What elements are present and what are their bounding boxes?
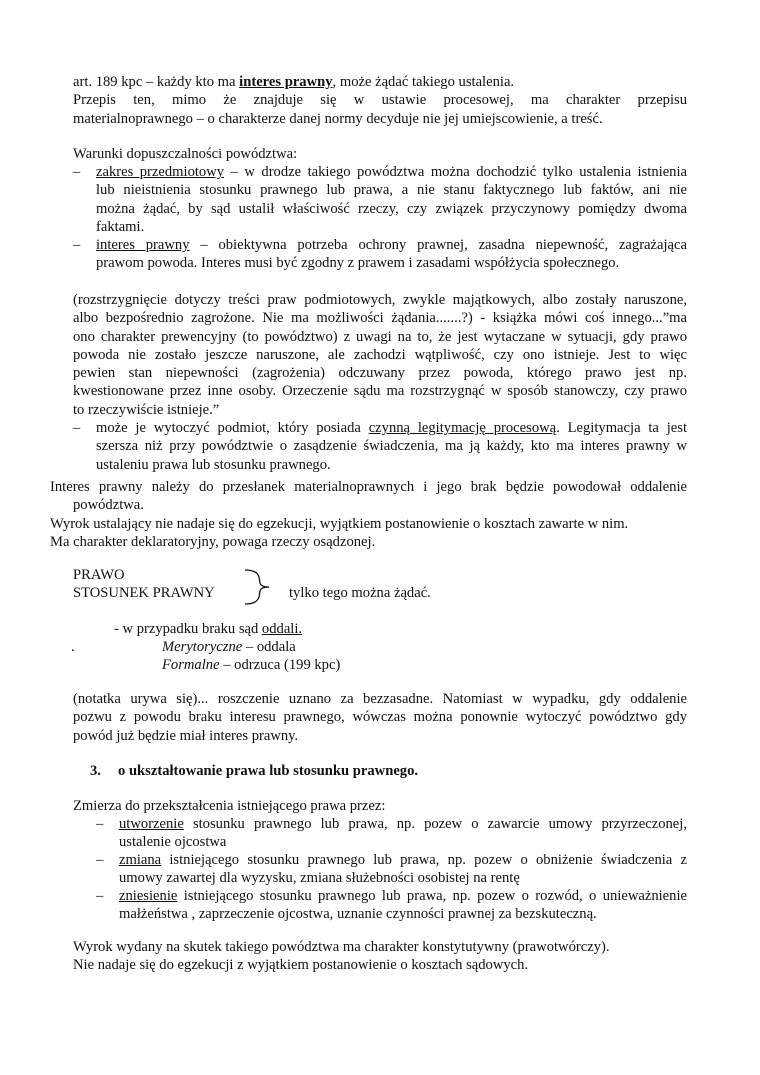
- transform-item-2: – zmiana istniejącego stosunku prawnego lub prawa, np. pozew o obniżenie świadczenia z umowy zawartej dla wyzysku, zmiana służebności osobistej na rentę: [96, 852, 687, 887]
- oddali-term: oddali.: [261, 621, 303, 637]
- brace-item-stosunek: STOSUNEK PRAWNY: [73, 585, 215, 602]
- utworzenie-term: utworzenie: [119, 816, 184, 832]
- interes-prawny-term: interes prawny: [239, 74, 333, 90]
- bullet-dash: –: [73, 164, 81, 180]
- interes-prawny-item-term: interes prawny: [96, 237, 190, 253]
- intro-line-1: art. 189 kpc – każdy kto ma interes prawny, może żądać takiego ustalenia.: [73, 74, 515, 90]
- interest-paragraph: Interes prawny należy do przesłanek materialnoprawnych i jego brak będzie powodował oddalenie powództwa. Wyrok ustalający nie nadaje się do egzekucji, wyjątkiem postanowienie o kosztach zawarte w nim. Ma charakter deklaratoryjny, powaga rzeczy osądzonej.: [50, 479, 687, 550]
- intro-paragraph: [73, 73, 687, 128]
- conditions-item-1: – zakres przedmiotowy – w drodze takiego powództwa można dochodzić tylko ustalenia istnienia lub nieistnienia stosunku prawnego lub prawa, a nie stanu faktycznego lub faktów, ani nie można żądać, by sąd ustalił właściwość rzeczy, czy związek przyczynowy pomiędzy dwoma faktami.: [73, 164, 688, 235]
- brace-note: tylko tego można żądać.: [289, 585, 431, 601]
- brace-block: [73, 566, 493, 606]
- zakres-przedmiotowy-term: zakres przedmiotowy: [96, 164, 225, 180]
- prevention-paragraph: (rozstrzygnięcie dotyczy treści praw podmiotowych, zwykle majątkowych, albo zostały naruszone, albo bezpośrednio zagrożone. Nie ma możliwości żądania.......?) - książka mówi coś innego...”ma ono charakter prewencyjny (to powództwo) z uwagi na to, że jest wytaczane w sytuacji, gdy prawo powoda nie zostało jeszcze naruszone, ale zachodzi wątpliwość, czy ono istnieje. Jest to więc pewien stan niepewności (zagrożenia) odczuwany przez powoda, którego prawo jest np. kwestionowane przez inne osoby. Orzeczenie sądu ma rozstrzygnąć w sposób stanowczy, czy prawo to rzeczywiście istnieje.”: [73, 292, 687, 418]
- section-3-heading: 3. o ukształtowanie prawa lub stosunku prawnego.: [90, 763, 419, 779]
- conditions-heading: Warunki dopuszczalności powództwa:: [73, 146, 298, 162]
- legitimation-item: – może je wytoczyć podmiot, który posiada czynną legitymację procesową. Legitymacja ta jest szersza niż przy powództwie o zasądzenie świadczenia, ma ją każdy, kto ma interes prawny w ustaleniu prawa lub stosunku prawnego.: [73, 420, 687, 473]
- bullet-dash: –: [96, 852, 104, 868]
- brace-item-prawo: PRAWO: [73, 567, 125, 583]
- intro-line-2: Przepis ten, mimo że znajduje się w ustawie procesowej, ma charakter przepisu: [73, 92, 687, 109]
- zmiana-term: zmiana: [119, 852, 162, 868]
- zniesienie-term: zniesienie: [119, 888, 178, 904]
- bullet-dash: –: [96, 816, 104, 832]
- closing-paragraph: Wyrok wydany na skutek takiego powództwa ma charakter konstytutywny (prawotwórczy). Nie nadaje się do egzekucji z wyjątkiem postanowienie o kosztach sądowych.: [73, 939, 610, 974]
- legitymacja-term: czynną legitymację procesową: [368, 420, 557, 436]
- transform-heading: Zmierza do przekształcenia istniejącego prawa przez:: [73, 798, 386, 814]
- bullet-dash: –: [73, 420, 81, 436]
- lack-block: - w przypadku braku sąd oddali. . Merytoryczne – oddala Formalne – odrzuca (199 kpc): [71, 621, 341, 673]
- intro-line-3: materialnoprawnego – o charakterze danej normy decyduje nie jej umiejscowienie, a treść.: [73, 110, 603, 127]
- bullet-dash: –: [73, 237, 81, 253]
- right-brace-icon: [243, 568, 279, 606]
- conditions-item-2: – interes prawny – obiektywna potrzeba ochrony prawnej, zasadna niepewność, zagrażająca prawom powoda. Interes musi być zgodny z prawem i zasadami współżycia społecznego.: [73, 237, 687, 272]
- bullet-dash: –: [96, 888, 104, 904]
- transform-item-3: – zniesienie istniejącego stosunku prawnego lub prawa, np. pozew o rozwód, o unieważnienie małżeństwa , zaprzeczenie ojcostwa, uznanie czynności prawnej za bezskuteczną.: [96, 888, 687, 923]
- note-paragraph: (notatka urywa się)... roszczenie uznano za bezzasadne. Natomiast w wypadku, gdy oddalenie pozwu z powodu braku interesu prawnego, wówczas można ponownie wytoczyć powództwo gdy powód już będzie miał interes prawny.: [73, 691, 687, 744]
- transform-item-1: – utworzenie stosunku prawnego lub prawa, np. pozew o zawarcie umowy przyrzeczonej, ustalenie ojcostwa: [96, 816, 687, 851]
